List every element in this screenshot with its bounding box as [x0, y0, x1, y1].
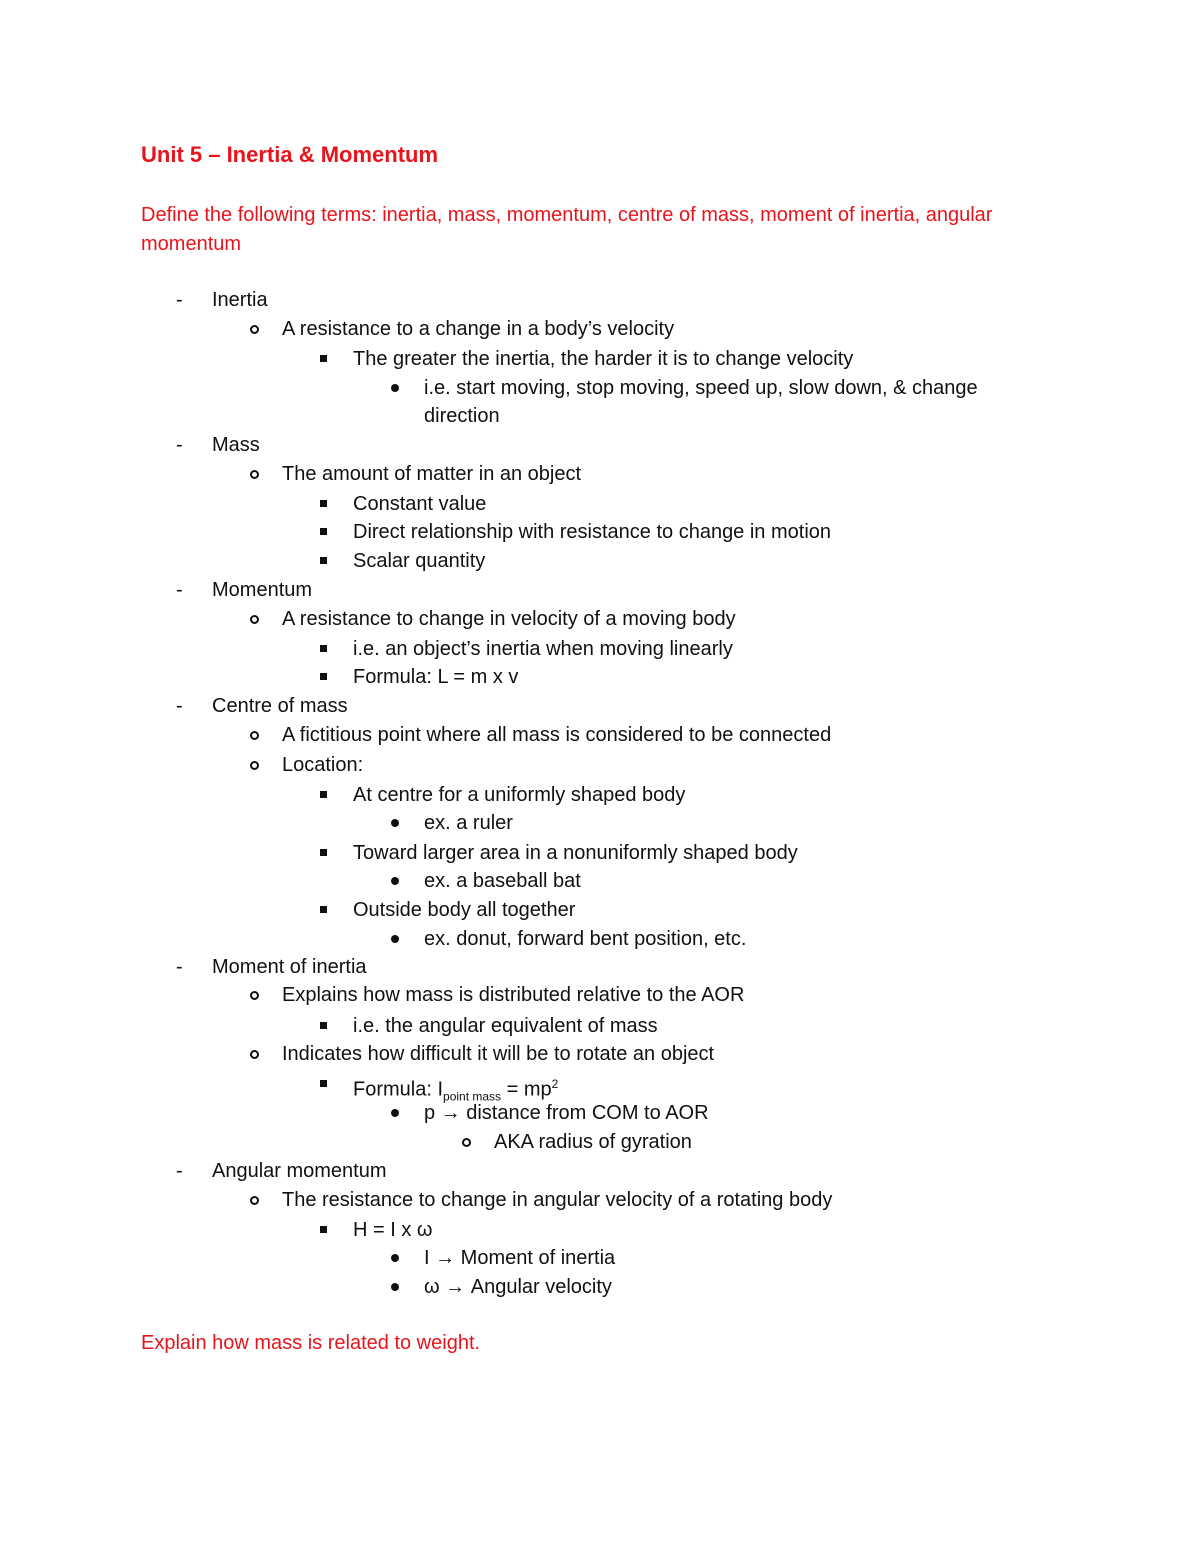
page-title: Unit 5 – Inertia & Momentum — [141, 142, 439, 167]
list-item: The greater the inertia, the harder it is to change velocity — [353, 348, 854, 370]
dot-bullet-icon — [391, 819, 399, 827]
dash-marker: - — [176, 956, 183, 978]
term-momentum: Momentum — [212, 579, 313, 601]
circle-bullet-icon — [250, 731, 259, 740]
formula-body: = mp — [501, 1078, 552, 1101]
list-item: At centre for a uniformly shaped body — [353, 784, 686, 806]
formula-superscript: 2 — [551, 1077, 559, 1091]
question-prompt: Define the following terms: inertia, mass, momentum, centre of mass, moment of inertia, angular momentum — [141, 204, 993, 255]
dash-marker: - — [176, 695, 183, 717]
dash-marker: - — [176, 289, 183, 311]
square-bullet-icon — [320, 849, 327, 856]
term-moment-of-inertia: Moment of inertia — [212, 956, 367, 978]
list-item: Constant value — [353, 493, 487, 515]
dot-bullet-icon — [391, 1109, 399, 1117]
circle-bullet-icon — [250, 761, 259, 770]
circle-bullet-icon — [462, 1138, 471, 1147]
list-item: p → distance from COM to AOR — [424, 1102, 709, 1124]
list-item: A resistance to a change in a body’s velocity — [282, 318, 675, 340]
question-prompt-weight: Explain how mass is related to weight. — [141, 1332, 481, 1354]
list-item: ex. donut, forward bent position, etc. — [424, 928, 747, 950]
term-mass: Mass — [212, 434, 260, 456]
dot-bullet-icon — [391, 384, 399, 392]
circle-bullet-icon — [250, 325, 259, 334]
list-item: Explains how mass is distributed relative to the AOR — [282, 984, 745, 1006]
list-item: I → Moment of inertia — [424, 1247, 616, 1269]
square-bullet-icon — [320, 1022, 327, 1029]
list-item: ex. a baseball bat — [424, 870, 581, 892]
list-item: Scalar quantity — [353, 550, 486, 572]
list-item: i.e. the angular equivalent of mass — [353, 1015, 658, 1037]
formula-subscript: point mass — [443, 1089, 502, 1104]
list-item: A resistance to change in velocity of a moving body — [282, 608, 736, 630]
list-item: ex. a ruler — [424, 812, 513, 834]
formula-prefix: Formula: I — [353, 1078, 444, 1101]
dot-bullet-icon — [391, 1283, 399, 1291]
list-item: direction — [424, 405, 500, 427]
circle-bullet-icon — [250, 615, 259, 624]
list-item: AKA radius of gyration — [494, 1131, 692, 1153]
list-item: Indicates how difficult it will be to rotate an object — [282, 1043, 715, 1065]
list-item: A fictitious point where all mass is considered to be connected — [282, 724, 832, 746]
circle-bullet-icon — [250, 1050, 259, 1059]
list-item: The amount of matter in an object — [282, 463, 582, 485]
square-bullet-icon — [320, 791, 327, 798]
circle-bullet-icon — [250, 1196, 259, 1205]
list-item: Formula: L = m x v — [353, 666, 519, 688]
square-bullet-icon — [320, 355, 327, 362]
list-item: i.e. start moving, stop moving, speed up, slow down, & change — [424, 377, 978, 399]
dot-bullet-icon — [391, 1254, 399, 1262]
dash-marker: - — [176, 579, 183, 601]
dash-marker: - — [176, 434, 183, 456]
list-item: i.e. an object’s inertia when moving linearly — [353, 638, 733, 660]
list-item: H = I x ω — [353, 1219, 433, 1241]
dash-marker: - — [176, 1160, 183, 1182]
dot-bullet-icon — [391, 877, 399, 885]
square-bullet-icon — [320, 1080, 327, 1087]
dot-bullet-icon — [391, 935, 399, 943]
term-angular-momentum: Angular momentum — [212, 1160, 387, 1182]
circle-bullet-icon — [250, 470, 259, 479]
square-bullet-icon — [320, 500, 327, 507]
list-item: ω → Angular velocity — [424, 1276, 612, 1298]
term-centre-of-mass: Centre of mass — [212, 695, 348, 717]
list-item: Direct relationship with resistance to change in motion — [353, 521, 832, 543]
square-bullet-icon — [320, 645, 327, 652]
square-bullet-icon — [320, 528, 327, 535]
list-item: Toward larger area in a nonuniformly shaped body — [353, 842, 798, 864]
list-item: The resistance to change in angular velocity of a rotating body — [282, 1189, 833, 1211]
circle-bullet-icon — [250, 991, 259, 1000]
list-item: Location: — [282, 754, 364, 776]
term-inertia: Inertia — [212, 289, 268, 311]
square-bullet-icon — [320, 906, 327, 913]
square-bullet-icon — [320, 557, 327, 564]
list-item: Outside body all together — [353, 899, 576, 921]
square-bullet-icon — [320, 1226, 327, 1233]
square-bullet-icon — [320, 673, 327, 680]
